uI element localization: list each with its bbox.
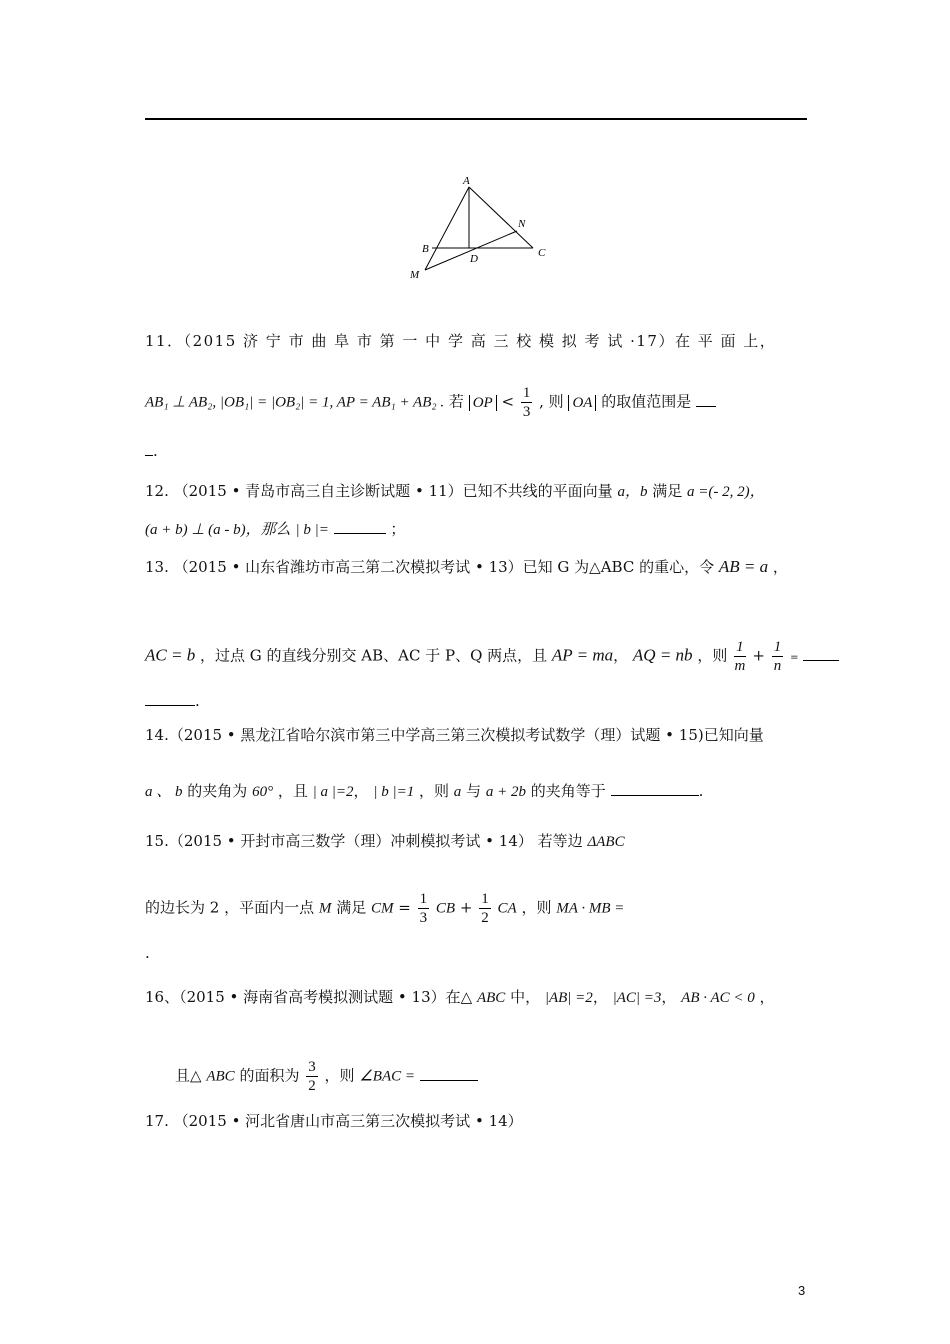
problem-12-blank [334, 533, 386, 534]
problem-13-aq-eq: AQ = nb [632, 645, 693, 665]
problem-11-fraction [521, 384, 533, 421]
label-a: A [463, 175, 470, 187]
problem-14-angle: 60° [252, 784, 274, 800]
problem-15-frac2-den: 2 [481, 910, 489, 926]
problem-11-then: , 则 [539, 392, 564, 411]
problem-16-mid: 中， [510, 988, 541, 1006]
problem-15-eq: = [398, 898, 411, 917]
problem-11-tail-line [145, 442, 158, 460]
problem-15-ca: CA [497, 900, 517, 917]
problem-17-head: 17. （2015 • 河北省唐山市高三第三次模拟考试 • 14） [145, 1112, 523, 1130]
problem-14-with: 与 [466, 782, 482, 800]
triangle-figure [400, 170, 560, 290]
problem-15-cm: CM [371, 900, 394, 917]
problem-13-frac2 [772, 638, 784, 675]
problem-16-angle: ∠BAC = [359, 1068, 415, 1085]
problem-15-line2a: 的边长为 [145, 898, 206, 917]
problem-14-head: 14.（2015 • 黑龙江省哈尔滨市第三中学高三第三次模拟考试数学（理）试题 • 15)已知向量 [145, 726, 764, 744]
problem-13-frac2-num: 1 [773, 639, 782, 655]
problem-13-ac-eq: AC = b [145, 645, 196, 665]
problem-12-absb: | b |= [295, 522, 329, 538]
header-rule [145, 118, 807, 120]
problem-13-line2: AC = b ，过点 G 的直线分别交 AB、AC 于 P、Q 两点，且 AP = ma， AQ = nb ，则 $\frac{1}{m}$ + $\frac{1}{n}$ = [145, 638, 839, 675]
problem-15-end: . [145, 944, 150, 962]
label-n: N [518, 218, 526, 230]
problem-11-cond1: AB₁ ⊥ AB₂, |OB₁| = |OB₂| = 1, AP = AB₁ + AB₂ . [145, 394, 445, 411]
problem-16-head: 16、（2015 • 海南省高考模拟测试题 • 13）在△ [145, 988, 473, 1006]
problem-11-frac-den: 3 [522, 404, 531, 420]
problem-16-c2: |AC| =3 [612, 990, 662, 1006]
problem-16-frac [306, 1058, 318, 1095]
problem-11-if: 若 [448, 392, 464, 411]
problem-16-c1: |AB| =2 [544, 990, 593, 1006]
problem-14-blank [611, 795, 699, 796]
problem-15-frac2 [479, 890, 491, 927]
problem-14-cond-a: | a |=2 [312, 784, 354, 800]
problem-15-cb: CB [435, 900, 456, 917]
problem-15-line2 [145, 890, 624, 927]
problem-15-two: 2 [209, 898, 220, 917]
problem-14-end: . [698, 782, 704, 800]
problem-15-satisfy: 满足 [336, 898, 367, 917]
problem-13-mid: ，过点 G 的直线分别交 AB、AC 于 P、Q 两点，且 [199, 646, 548, 665]
problem-16-frac-num: 3 [308, 1059, 316, 1075]
problem-11-period: . [153, 442, 158, 460]
problem-11-lt: < [501, 392, 515, 411]
label-d: D [470, 253, 478, 265]
problem-15-frac2-num: 1 [481, 891, 489, 907]
problem-11-blank [696, 406, 716, 407]
problem-14-angle-text: 的夹角为 [187, 782, 248, 800]
problem-16-abc2: ABC [206, 1068, 235, 1085]
problem-13-blank-cont [145, 705, 195, 706]
problem-12-line2 [145, 518, 405, 539]
problem-16-comma: ， [759, 988, 775, 1006]
problem-14-expr: a + 2b [485, 784, 526, 800]
problem-11-tail: 的取值范围是 [601, 392, 692, 411]
problem-13-line1 [145, 556, 788, 577]
problem-15-line2b: ，平面内一点 [224, 898, 315, 917]
problem-13-frac2-den: n [773, 658, 782, 674]
problem-13-blank [803, 660, 839, 661]
problem-16-line1: 16、（2015 • 海南省高考模拟测试题 • 13）在△ ABC 中， |AB| =2， |AC| =3， AB · AC < 0 ， [145, 988, 775, 1006]
problem-13-plus: + [752, 646, 765, 665]
problem-15-prod: MA · MB = [556, 900, 625, 917]
problem-16-frac-den: 2 [308, 1078, 316, 1094]
problem-14-line2: a 、 b 的夹角为 60° ，且 | a |=2， | b |=1 ，则 a 与 a + 2b 的夹角等于 . [145, 782, 704, 800]
problem-12-line2-text: (a + b) ⊥ (a - b)，那么 [145, 522, 291, 538]
page-number: 3 [798, 1283, 806, 1298]
problem-15-line1 [145, 830, 625, 851]
problem-13-frac1-num: 1 [736, 639, 744, 655]
problem-13-ap-eq: AP = ma [551, 645, 614, 665]
problem-15-then: ，则 [521, 898, 552, 917]
problem-12-ab: a，b [617, 484, 648, 500]
problem-15-tri: ΔABC [587, 834, 625, 850]
problem-14-vecs: a 、 b [145, 784, 183, 800]
problem-12-satisfy: 满足 [652, 482, 683, 500]
problem-15-m: M [318, 900, 332, 917]
problem-13-then: ，则 [697, 646, 728, 665]
problem-16-line2a: 且△ [175, 1066, 202, 1085]
problem-13-head: 13. （2015 • 山东省潍坊市高三第二次模拟考试 • 13）已知 G 为△ABC 的重心，令 [145, 558, 715, 576]
problem-16-abc: ABC [476, 990, 506, 1006]
problem-11-op: OP [469, 395, 497, 411]
problem-15-plus: + [459, 898, 473, 917]
problem-12-line1 [145, 480, 765, 501]
problem-14-a: a [453, 784, 462, 800]
problem-12-head: 12. （2015 • 青岛市高三自主诊断试题 • 11）已知不共线的平面向量 [145, 482, 613, 500]
problem-12-eq: a =(- 2, 2)， [687, 484, 765, 500]
label-c: C [538, 247, 546, 259]
problem-16-line2b: 的面积为 [239, 1066, 300, 1085]
problem-14-cond-b: | b |=1 [373, 784, 415, 800]
problem-16-line2 [175, 1058, 478, 1095]
problem-11-oa: OA [568, 395, 596, 411]
problem-14-tail: 的夹角等于 [530, 782, 606, 800]
problem-15-head: 15.（2015 • 开封市高三数学（理）冲刺模拟考试 • 14） 若等边 [145, 832, 583, 850]
label-b: B [422, 243, 429, 255]
problem-13-comma: ， [772, 558, 788, 576]
problem-13-eq: = [790, 652, 799, 664]
problem-13-frac1 [734, 638, 746, 675]
problem-15-frac1-den: 3 [419, 910, 428, 926]
problem-16-blank [420, 1080, 478, 1081]
problem-15-frac1-num: 1 [419, 891, 428, 907]
problem-16-c3: AB · AC < 0 [681, 990, 755, 1006]
problem-13-ab-eq: AB = a [718, 557, 769, 576]
problem-12-end: ； [390, 520, 406, 538]
problem-13-end: . [195, 692, 200, 710]
label-m: M [410, 269, 420, 281]
problem-11-frac-num: 1 [522, 385, 531, 401]
problem-15-frac1 [418, 890, 430, 927]
problem-14-and: ，且 [277, 782, 308, 800]
problem-11-blank-cont [145, 455, 153, 456]
problem-13-frac1-den: m [734, 658, 746, 674]
problem-11-conditions [145, 384, 716, 421]
problem-16-then: ，则 [324, 1066, 355, 1085]
problem-11-head: 11．（2015 济 宁 市 曲 阜 市 第 一 中 学 高 三 校 模 拟 考 试 ·17）在 平 面 上， [145, 332, 777, 350]
problem-14-then: ，则 [418, 782, 449, 800]
problem-13-line3 [145, 692, 200, 710]
